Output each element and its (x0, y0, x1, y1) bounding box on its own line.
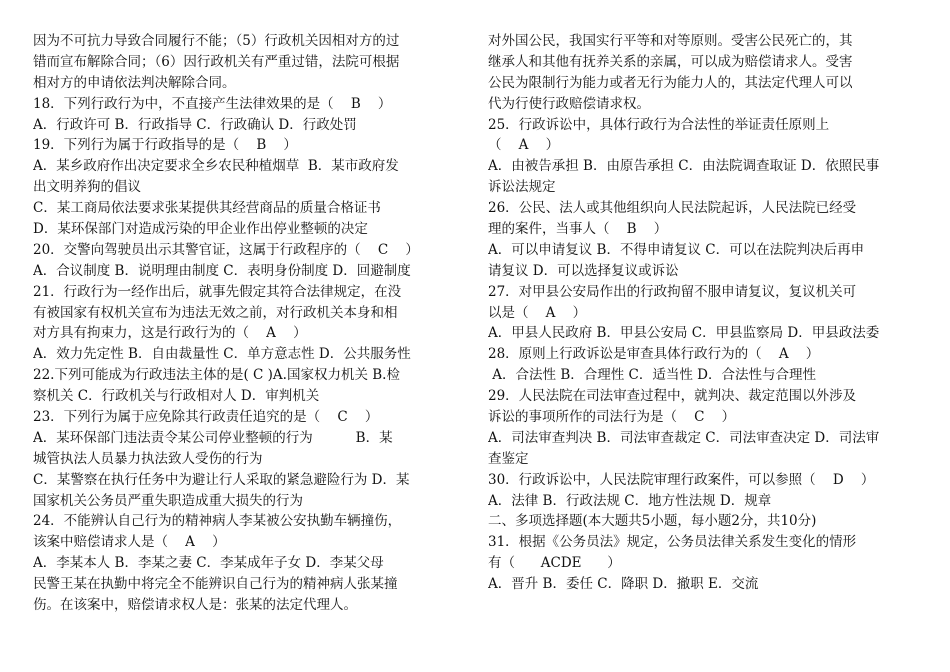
question-25: （ A ） (488, 137, 560, 154)
question-19-options: 出文明养狗的倡议 (33, 179, 141, 196)
question-31: 31．根据《公务员法》规定，公务员法律关系发生变化的情形 (488, 534, 857, 551)
text-line: 因为不可抗力导致合同履行不能；（5）行政机关因相对方的过 (33, 33, 400, 49)
question-24-options: A．李某本人 B．李某之妻 C．李某成年子女 D．李某父母 (33, 555, 384, 572)
question-19-options: D．某环保部门对造成污染的甲企业作出停业整顿的决定 (33, 221, 368, 238)
question-29-options: A．司法审查判决 B．司法审查裁定 C．司法审查决定 D．司法审 (488, 429, 880, 446)
question-25-options: A．由被告承担 B．由原告承担 C．由法院调查取证 D．依照民事 (488, 158, 880, 175)
question-24: 该案中赔偿请求人是（ A ） (33, 534, 226, 551)
question-21: 21．行政行为一经作出后，就事先假定其符合法律规定，在没 (33, 283, 402, 300)
question-27: 27．对甲县公安局作出的行政拘留不服申请复议，复议机关可 (488, 283, 857, 300)
question-21: 对方具有拘束力，这是行政行为的（ A ） (33, 325, 307, 342)
text-line: 继承人和其他有抚养关系的亲属，可以成为赔偿请求人。受害 (488, 53, 853, 70)
question-23-options: 城管执法人员暴力执法致人受伤的行为 (33, 450, 263, 467)
question-20: 20．交警向驾驶员出示其警官证，这属于行政程序的（ C ） (33, 241, 419, 258)
question-20-options: A．合议制度 B．说明理由制度 C．表明身份制度 D．回避制度 (33, 262, 411, 279)
question-31-options: A．晋升 B．委任 C．降职 D．撤职 E．交流 (488, 576, 759, 593)
explanation-text: 民警王某在执勤中将完全不能辨识自己行为的精神病人张某撞 (33, 576, 398, 593)
question-19-options: C．某工商局依法要求张某提供其经营商品的质量合格证书 (33, 200, 381, 217)
text-line: 错而宣布解除合同；（6）因行政机关有严重过错，法院可根据 (33, 53, 400, 70)
question-25: 25．行政诉讼中，具体行政行为合法性的举证责任原则上 (488, 116, 830, 133)
question-25-options: 诉讼法规定 (488, 179, 556, 196)
question-28: 28．原则上行政诉讼是审查具体行政行为的（ A ） (488, 346, 820, 363)
text-line: 相对方的申请依法判决解除合同。 (33, 74, 236, 91)
text-line: 代为行使行政赔偿请求权。 (488, 95, 650, 112)
question-29: 诉讼的事项所作的司法行为是（ C ） (488, 409, 736, 426)
question-23-options: A．某环保部门违法责令某公司停业整顿的行为 B．某 (33, 429, 393, 446)
right-column (488, 31, 924, 595)
question-18-options: A．行政许可 B．行政指导 C．行政确认 D．行政处罚 (33, 116, 357, 133)
question-26-options: 请复议 D．可以选择复议或诉讼 (488, 262, 679, 279)
question-18: 18．下列行政行为中，不直接产生法律效果的是（ B ） (33, 95, 392, 112)
question-27: 以是（ A ） (488, 304, 587, 321)
question-30-options: A．法律 B．行政法规 C．地方性法规 D．规章 (488, 492, 772, 509)
question-21-options: A．效力先定性 B．自由裁量性 C．单方意志性 D．公共服务性 (33, 346, 411, 363)
question-22: 22.下列可能成为行政违法主体的是( C )A.国家权力机关 B.检 (33, 367, 400, 384)
question-29-options: 查鉴定 (488, 450, 529, 467)
question-22-options: 察机关 C．行政机关与行政相对人 D．审判机关 (33, 388, 320, 405)
question-19-options: A．某乡政府作出决定要求全乡农民种植烟草 B．某市政府发 (33, 158, 399, 175)
question-21: 有被国家有权机关宣布为违法无效之前，对行政机关本身和相 (33, 304, 398, 321)
question-26-options: A．可以申请复议 B．不得申请复议 C．可以在法院判决后再申 (488, 241, 865, 258)
question-29: 29．人民法院在司法审查过程中，就判决、裁定范围以外涉及 (488, 388, 857, 405)
text-line: 公民为限制行为能力或者无行为能力人的，其法定代理人可以 (488, 74, 853, 91)
text-line: 对外国公民，我国实行平等和对等原则。受害公民死亡的，其 (488, 33, 853, 49)
question-26: 26．公民、法人或其他组织向人民法院起诉，人民法院已经受 (488, 200, 857, 217)
question-24: 24．不能辨认自己行为的精神病人李某被公安执勤车辆撞伤， (33, 513, 402, 530)
question-23-options: C．某警察在执行任务中为避让行人采取的紧急避险行为 D．某 (33, 471, 410, 488)
question-23-options: 国家机关公务员严重失职造成重大损失的行为 (33, 492, 303, 509)
question-19: 19．下列行为属于行政指导的是（ B ） (33, 137, 297, 154)
question-30: 30．行政诉讼中，人民法院审理行政案件，可以参照（ D ） (488, 471, 875, 488)
question-28-options: A．合法性 B．合理性 C．适当性 D．合法性与合理性 (488, 367, 816, 384)
question-31: 有（ ACDE ） (488, 555, 621, 572)
section-heading: 二、多项选择题(本大题共5小题，每小题2分，共10分) (488, 513, 817, 530)
left-column (33, 31, 469, 616)
question-23: 23．下列行为属于应免除其行政责任追究的是（ C ） (33, 409, 379, 426)
question-27-options: A．甲县人民政府 B．甲县公安局 C．甲县监察局 D．甲县政法委 (488, 325, 880, 342)
question-26: 理的案件，当事人（ B ） (488, 221, 668, 238)
explanation-text: 伤。在该案中，赔偿请求权人是：张某的法定代理人。 (33, 597, 357, 614)
